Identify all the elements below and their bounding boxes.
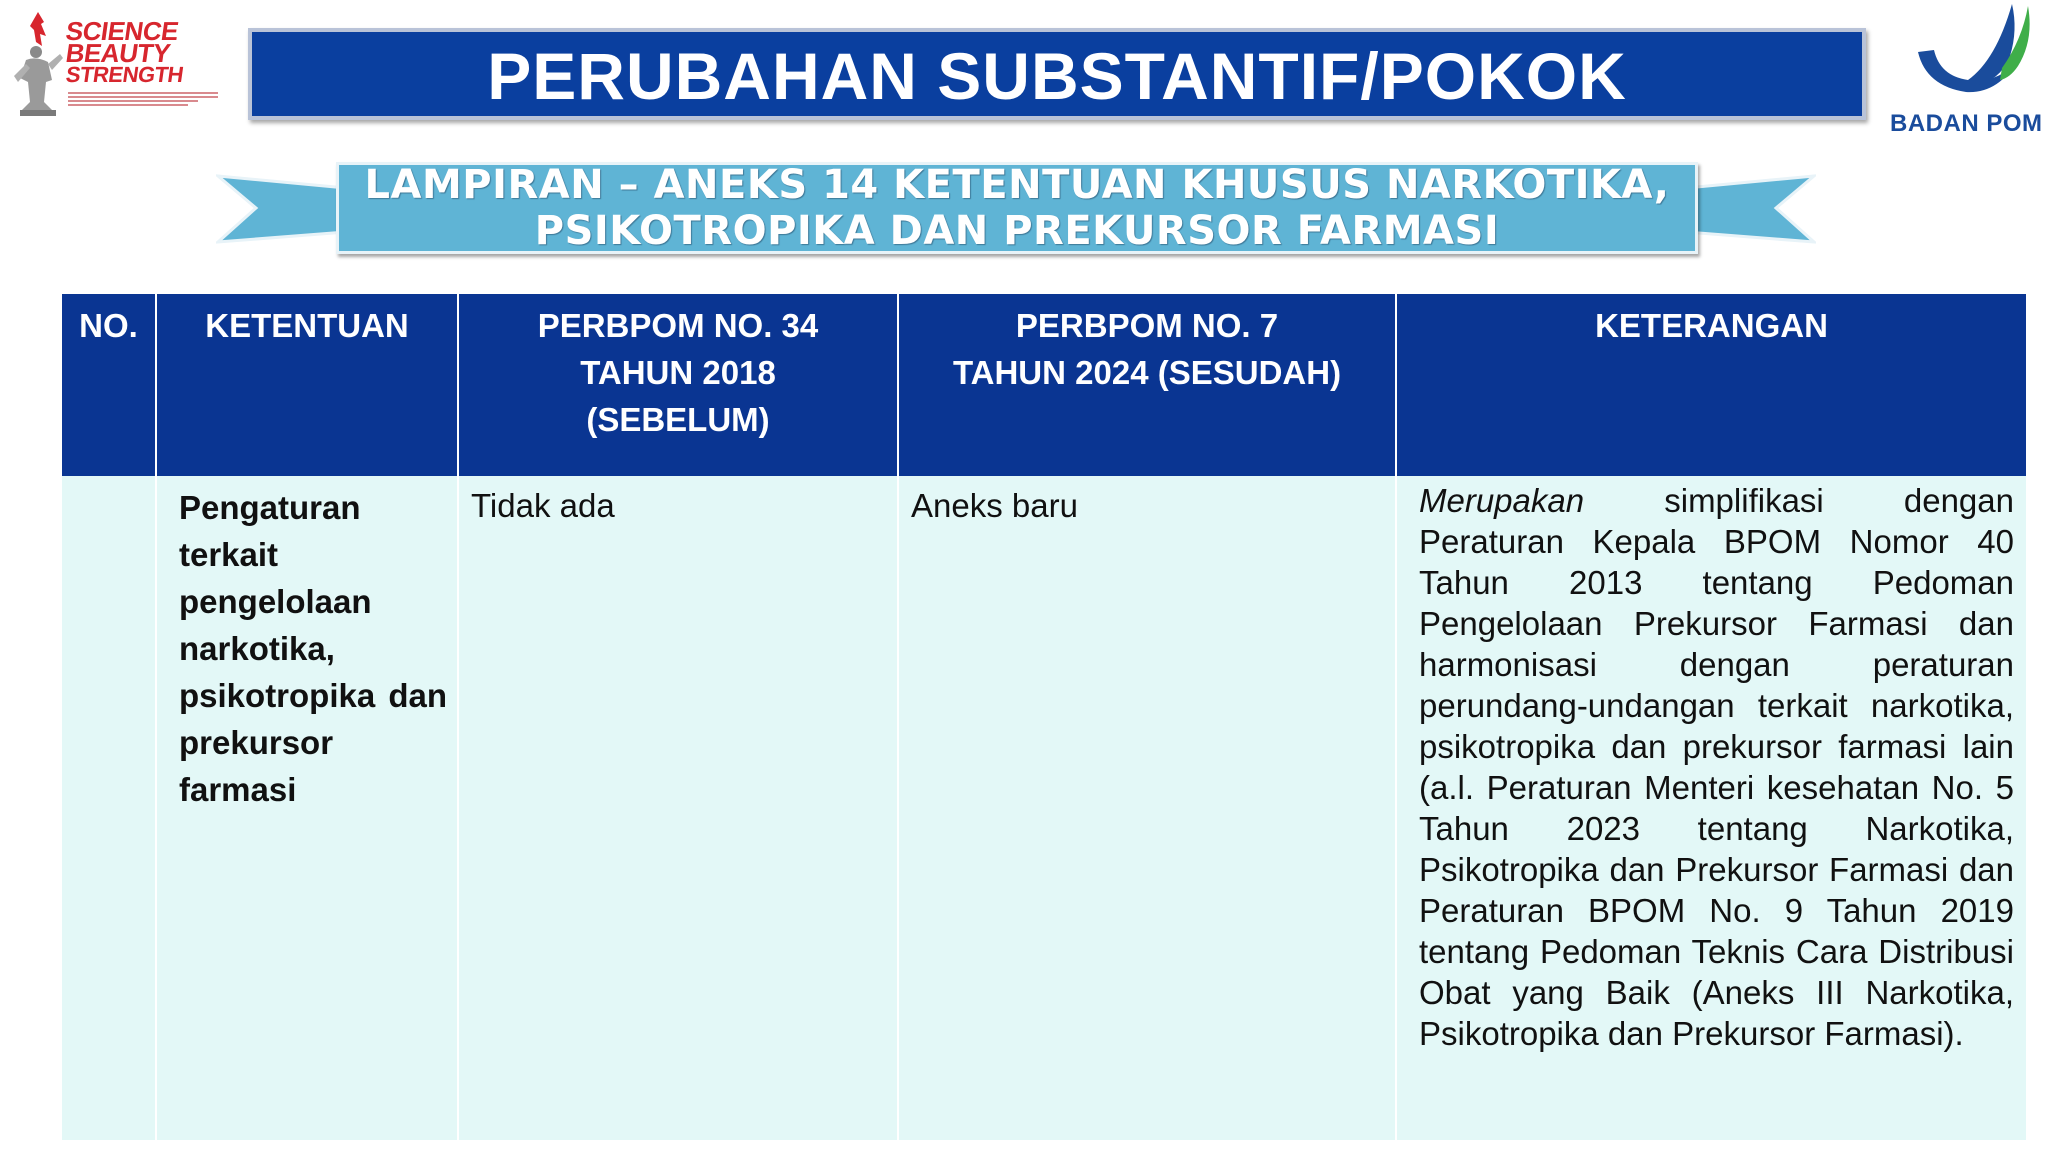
header-keterangan: [1396, 294, 2026, 476]
header-ketentuan-label: KETENTUAN: [205, 307, 409, 344]
keterangan-italic: Merupakan: [1419, 482, 1585, 519]
header-ketentuan: [156, 294, 458, 476]
header-before-line-2: TAHUN 2018: [580, 354, 776, 391]
cell-after: Aneks baru: [898, 476, 1396, 1140]
title-banner: [248, 28, 1866, 120]
page-title: PERUBAHAN SUBSTANTIF/POKOK: [487, 39, 1627, 113]
header-no: [62, 294, 156, 476]
science-beauty-strength-logo: [8, 6, 223, 118]
ribbon-center: [336, 162, 1698, 254]
logo-fine-print: [68, 92, 218, 108]
subtitle-ribbon: [216, 158, 1816, 258]
table-row: [62, 476, 2026, 1140]
subtitle-line-2: PSIKOTROPIKA DAN PREKURSOR FARMASI: [534, 208, 1500, 254]
keterangan-text: simplifikasi dengan Peraturan Kepala BPOM Nomor 40 Tahun 2013 tentang Pedoman Pengelolaan Prekursor Farmasi dan harmonisasi dengan peraturan perundang-undangan terkait narkotika, psikotropika dan prekursor farmasi lain (a.l. Peraturan Menteri kesehatan No. 5 Tahun 2023 tentang Narkotika, Psikotropika dan Prekursor Farmasi dan Peraturan BPOM No. 9 Tahun 2019 tentang Pedoman Teknis Cara Distribusi Obat yang Baik (Aneks III Narkotika, Psikotropika dan Prekursor Farmasi).: [1419, 482, 2014, 1052]
header-before-line-1: PERBPOM NO. 34: [537, 307, 819, 344]
cell-no: [62, 476, 156, 1140]
comparison-table: [62, 294, 2026, 1140]
cell-keterangan: [1396, 476, 2026, 1140]
cell-ketentuan: Pengaturan terkait pengelolaan narkotika, psikotropika dan prekursor farmasi: [156, 476, 458, 1140]
header-keterangan-label: KETERANGAN: [1595, 307, 1828, 344]
header-no-label: NO.: [79, 307, 138, 344]
subtitle-line-1: LAMPIRAN – ANEKS 14 KETENTUAN KHUSUS NARKOTIKA,: [364, 162, 1670, 208]
header-after: [898, 294, 1396, 476]
badan-pom-logo: [1884, 0, 2048, 140]
logo-word-2: BEAUTY: [63, 38, 173, 68]
logo-word-1: SCIENCE: [63, 16, 181, 46]
statue-figure-icon: [8, 6, 68, 118]
header-before: [458, 294, 898, 476]
badan-pom-label: BADAN POM: [1890, 110, 2043, 137]
badan-pom-swoosh-icon: [1906, 0, 2036, 108]
table-header-row: [62, 294, 2026, 476]
cell-before: Tidak ada: [458, 476, 898, 1140]
header-after-line-2: TAHUN 2024 (SESUDAH): [952, 354, 1342, 391]
logo-word-3: STRENGTH: [64, 62, 185, 87]
header-before-line-3: (SEBELUM): [586, 401, 770, 438]
header-after-line-1: PERBPOM NO. 7: [1015, 307, 1279, 344]
